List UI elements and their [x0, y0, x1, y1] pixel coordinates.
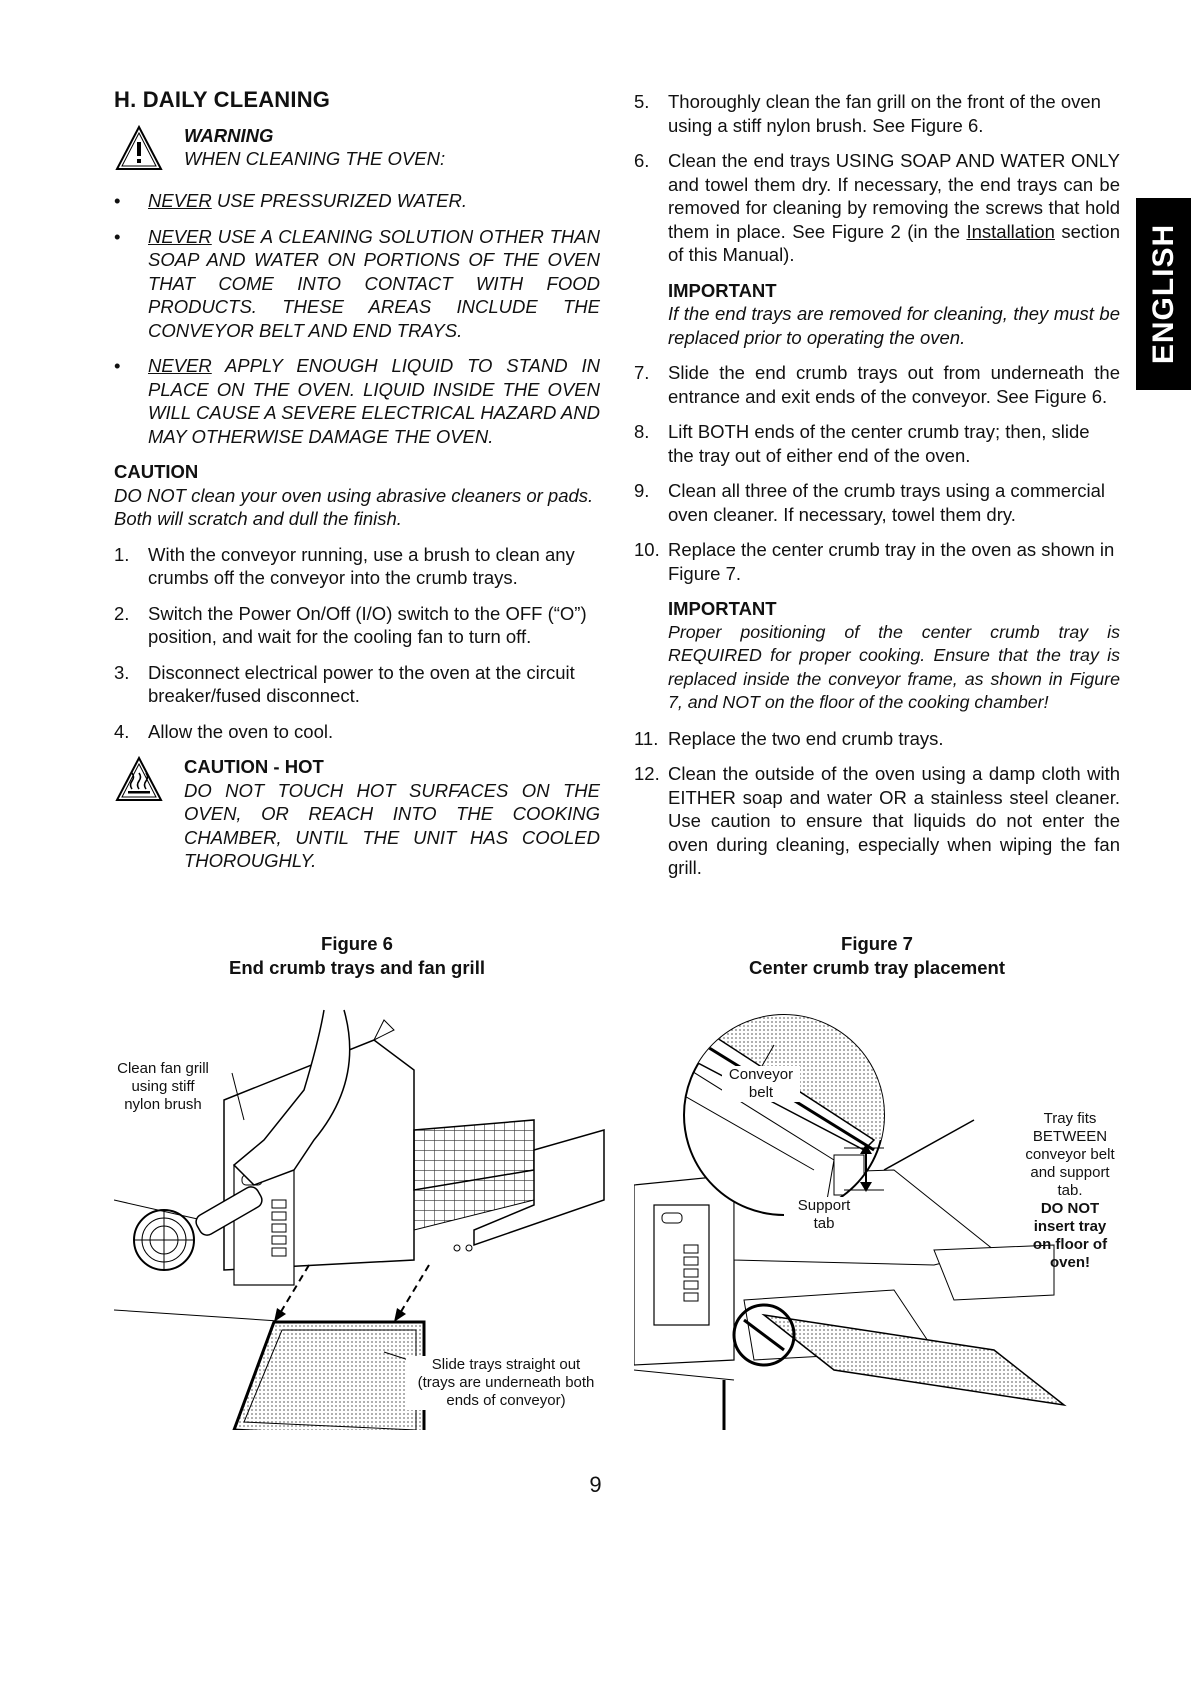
bullet-item: • NEVER APPLY ENOUGH LIQUID TO STAND IN PLACE ON THE OVEN. LIQUID INSIDE THE OVEN WILL CAUSE A SEVERE ELECTRICAL HAZARD AND MAY OTHERWISE DAMAGE THE OVEN.: [114, 355, 600, 447]
label-line: and support: [1030, 1164, 1110, 1181]
caution-hot-block: [114, 755, 600, 873]
step-item: [114, 543, 600, 590]
step-number: 8.: [634, 421, 650, 442]
bullet-lead: NEVER: [148, 225, 212, 247]
step-text: Replace the center crumb tray in the oven as shown in Figure 7.: [668, 539, 1115, 584]
label-line: using stiff: [131, 1078, 195, 1095]
figure6-label-grill: [108, 1060, 218, 1114]
step-item: [634, 420, 1120, 467]
bullet-lead: NEVER: [148, 190, 212, 211]
bullet-text: USE PRESSURIZED WATER.: [211, 190, 468, 211]
figure6-subtitle: End crumb trays and fan grill: [229, 956, 485, 978]
right-column: [634, 90, 1120, 892]
important-text: Proper positioning of the center crumb tray is REQUIRED for proper cooking. Ensure that the tray is replaced inside the conveyor frame, as shown in Figure 7, and NOT on the floor of the cooking chamber!: [668, 621, 1120, 712]
important-title: IMPORTANT: [668, 279, 777, 301]
bullet-text: APPLY ENOUGH LIQUID TO STAND IN PLACE ON THE OVEN. LIQUID INSIDE THE OVEN WILL CAUSE A SEVERE ELECTRICAL HAZARD AND MAY OTHERWISE DAMAGE THE OVEN.: [148, 355, 600, 447]
label-line: Slide trays straight out: [431, 1356, 581, 1373]
step-item: [114, 602, 600, 649]
label-line: Support: [797, 1197, 851, 1214]
label-line: belt: [748, 1084, 774, 1101]
step-text: Lift BOTH ends of the center crumb tray; then, slide the tray out of either end of the oven.: [668, 421, 1090, 466]
caution-block: [114, 460, 600, 531]
figure7-title: Figure 7: [841, 933, 913, 954]
label-line: BETWEEN: [1032, 1128, 1108, 1145]
label-line: tab.: [1057, 1182, 1083, 1199]
step-number: 4.: [114, 720, 130, 742]
step-item: [634, 90, 1120, 137]
step-item: [634, 149, 1120, 267]
step-number: 5.: [634, 91, 650, 112]
caution-title: CAUTION: [114, 461, 199, 482]
important-title: IMPORTANT: [668, 598, 777, 619]
warning-title: WARNING: [184, 124, 274, 146]
label-line: on floor of: [1032, 1236, 1108, 1253]
step-item: [634, 479, 1120, 526]
label-line: DO NOT: [1040, 1200, 1100, 1217]
label-line: conveyor belt: [1025, 1146, 1115, 1163]
language-tab-label: ENGLISH: [1146, 223, 1180, 365]
bullet-text: USE A CLEANING SOLUTION OTHER THAN SOAP AND WATER ON PORTIONS OF THE OVEN THAT COME INTO CONTACT WITH FOOD PRODUCTS. THESE AREAS INCLUDE THE CONVEYOR BELT AND END TRAYS.: [148, 225, 600, 341]
important-block: [668, 279, 1120, 350]
important-text: If the end trays are removed for cleaning, they must be replaced prior to operating the oven.: [668, 303, 1120, 348]
important-block: [668, 597, 1120, 715]
step-text: section of this Manual).: [668, 220, 1120, 265]
label-line: Conveyor: [728, 1066, 794, 1083]
step-item: [114, 661, 600, 708]
step-item: [634, 361, 1120, 408]
warning-triangle-icon: [114, 124, 184, 178]
label-line: insert tray: [1033, 1218, 1107, 1235]
caution-hot-title: CAUTION - HOT: [184, 756, 324, 777]
label-line: ends of conveyor): [446, 1392, 566, 1409]
label-line: nylon brush: [124, 1096, 202, 1113]
step-item: [114, 720, 600, 744]
hot-surface-icon: [114, 755, 184, 809]
step-text: Slide the end crumb trays out from underneath the entrance and exit ends of the conveyor. See Figure 6.: [668, 362, 1120, 407]
left-column: [114, 88, 600, 885]
step-number: 6.: [634, 150, 650, 171]
step-item: [634, 762, 1120, 880]
label-line: tab: [813, 1215, 835, 1232]
caution-text: DO NOT clean your oven using abrasive cleaners or pads. Both will scratch and dull the finish.: [114, 484, 594, 529]
figure6-caption: [114, 932, 600, 979]
bullet-lead: NEVER: [148, 355, 212, 376]
step-number: 1.: [114, 543, 130, 565]
step-number: 3.: [114, 661, 130, 683]
figure7-label-fits: [1018, 1110, 1122, 1272]
figure6-title: Figure 6: [321, 933, 393, 954]
figure7-subtitle: Center crumb tray placement: [748, 956, 1005, 978]
step-text: Clean the outside of the oven using a damp cloth with EITHER soap and water OR a stainless steel cleaner. Use caution to ensure that liquids do not enter the oven during cleaning, especially when wiping the fan grill.: [668, 763, 1120, 878]
bullet-item: • NEVER USE PRESSURIZED WATER.: [114, 190, 468, 211]
step-text: Thoroughly clean the fan grill on the front of the oven using a stiff nylon brush. See Figure 6.: [668, 91, 1101, 136]
step-text: Disconnect electrical power to the oven at the circuit breaker/fused disconnect.: [148, 661, 575, 706]
warning-text: WHEN CLEANING THE OVEN:: [184, 148, 446, 169]
figure7-illustration: [634, 1000, 1134, 1440]
step-number: 11.: [634, 727, 659, 749]
figure7-caption: [634, 932, 1120, 979]
step-item: [634, 538, 1120, 585]
label-line: oven!: [1049, 1254, 1090, 1271]
step-text: Clean the end trays USING SOAP AND WATER ONLY and towel them dry. If necessary, the end trays can be removed for cleaning by removing the screws that hold them in place. See Figure 2 (in the: [668, 150, 1120, 242]
language-tab: [1136, 198, 1191, 390]
figure7-label-tab: [784, 1197, 864, 1233]
step-text: Replace the two end crumb trays.: [668, 727, 944, 749]
step-text: Clean all three of the crumb trays using a commercial oven cleaner. If necessary, towel them dry.: [668, 480, 1105, 525]
bullet-item: • NEVER USE A CLEANING SOLUTION OTHER THAN SOAP AND WATER ON PORTIONS OF THE OVEN THAT COME INTO CONTACT WITH FOOD PRODUCTS. THESE AREAS INCLUDE THE CONVEYOR BELT AND END TRAYS.: [114, 225, 600, 341]
step-number: 12.: [634, 763, 660, 784]
label-line: (trays are underneath both: [417, 1374, 595, 1391]
figure6-label-trays: [406, 1356, 606, 1410]
label-line: Tray fits: [1043, 1110, 1097, 1127]
step-number: 7.: [634, 362, 650, 383]
step-number: 10.: [634, 539, 660, 560]
warning-block: [114, 124, 600, 178]
step-text: Switch the Power On/Off (I/O) switch to the OFF (“O”) position, and wait for the cooling fan to turn off.: [148, 602, 587, 647]
figure7-label-belt: [722, 1066, 800, 1102]
step-text: Allow the oven to cool.: [148, 720, 334, 742]
figure6-illustration: [114, 1000, 610, 1430]
step-text: With the conveyor running, use a brush to clean any crumbs off the conveyor into the crumb trays.: [148, 543, 575, 588]
label-line: Clean fan grill: [117, 1060, 209, 1077]
caution-hot-text: DO NOT TOUCH HOT SURFACES ON THE OVEN, OR REACH INTO THE COOKING CHAMBER, UNTIL THE UNIT HAS COOLED THOROUGHLY.: [184, 779, 600, 871]
page-number: 9: [589, 1472, 602, 1497]
installation-reference: Installation: [966, 220, 1055, 242]
section-title: H. DAILY CLEANING: [114, 87, 331, 112]
step-number: 2.: [114, 602, 130, 624]
step-item: [634, 727, 1120, 751]
step-number: 9.: [634, 480, 650, 501]
